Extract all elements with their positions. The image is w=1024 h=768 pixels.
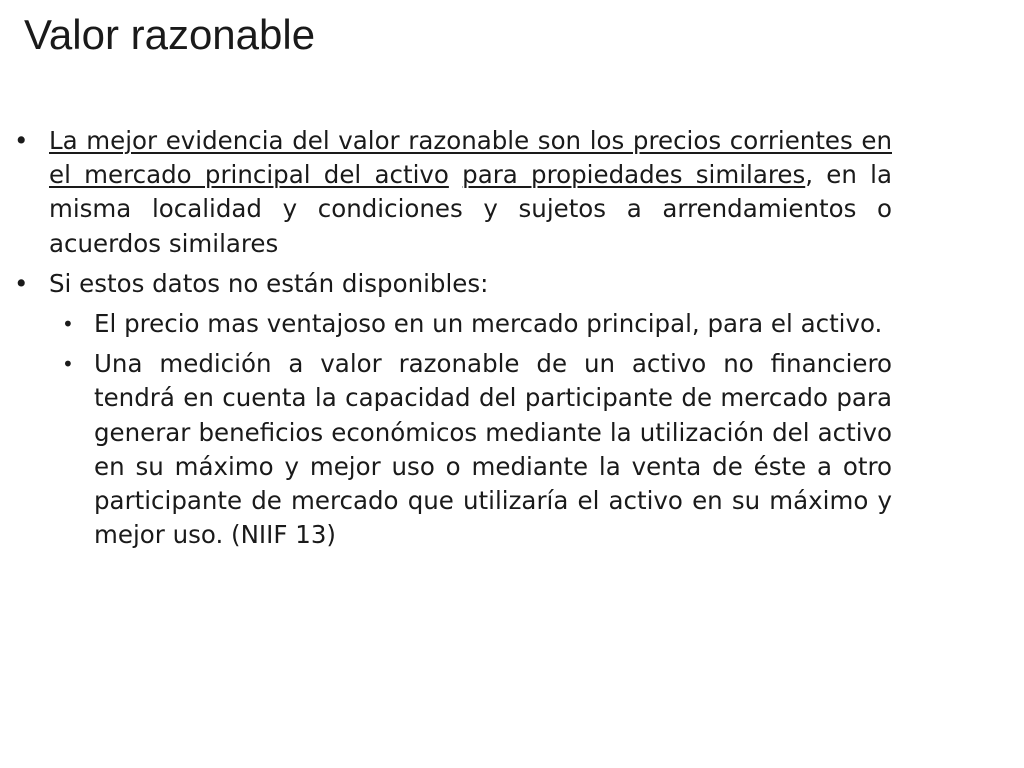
underlined-text: para propiedades similares [462,160,806,190]
slide-body [14,124,892,558]
bullet-text: Si estos datos no están disponibles: [49,268,489,298]
bullet-dot-icon: • [62,352,74,377]
bullet-item [14,267,892,301]
bullet-dot-icon: • [62,312,74,337]
sub-bullet-text: Una medición a valor razonable de un activo no financiero tendrá en cuenta la capacidad del participante de mercado para generar beneficios económicos mediante la utilización del activo en su máximo y mejor uso o mediante la venta de éste a otro participante de mercado que utilizaría el activo en su máximo y mejor uso. (NIIF 13) [94,349,892,550]
sub-bullet-item [59,307,892,341]
bullet-dot-icon: • [14,268,29,298]
sub-bullet-item [59,347,892,552]
sub-bullet-text: El precio mas ventajoso en un mercado principal, para el activo. [94,309,883,339]
bullet-dot-icon: • [14,126,29,155]
underlined-text: La mejor evidencia del valor razonable son los precios corrientes en el mercado principal del activo [49,126,892,190]
bullet-text: , en la misma localidad y condiciones y sujetos a arrendamientos o acuerdos similares [49,160,892,258]
slide-title: Valor razonable [24,11,316,58]
bullet-space [449,160,462,189]
bullet-item [14,124,892,261]
